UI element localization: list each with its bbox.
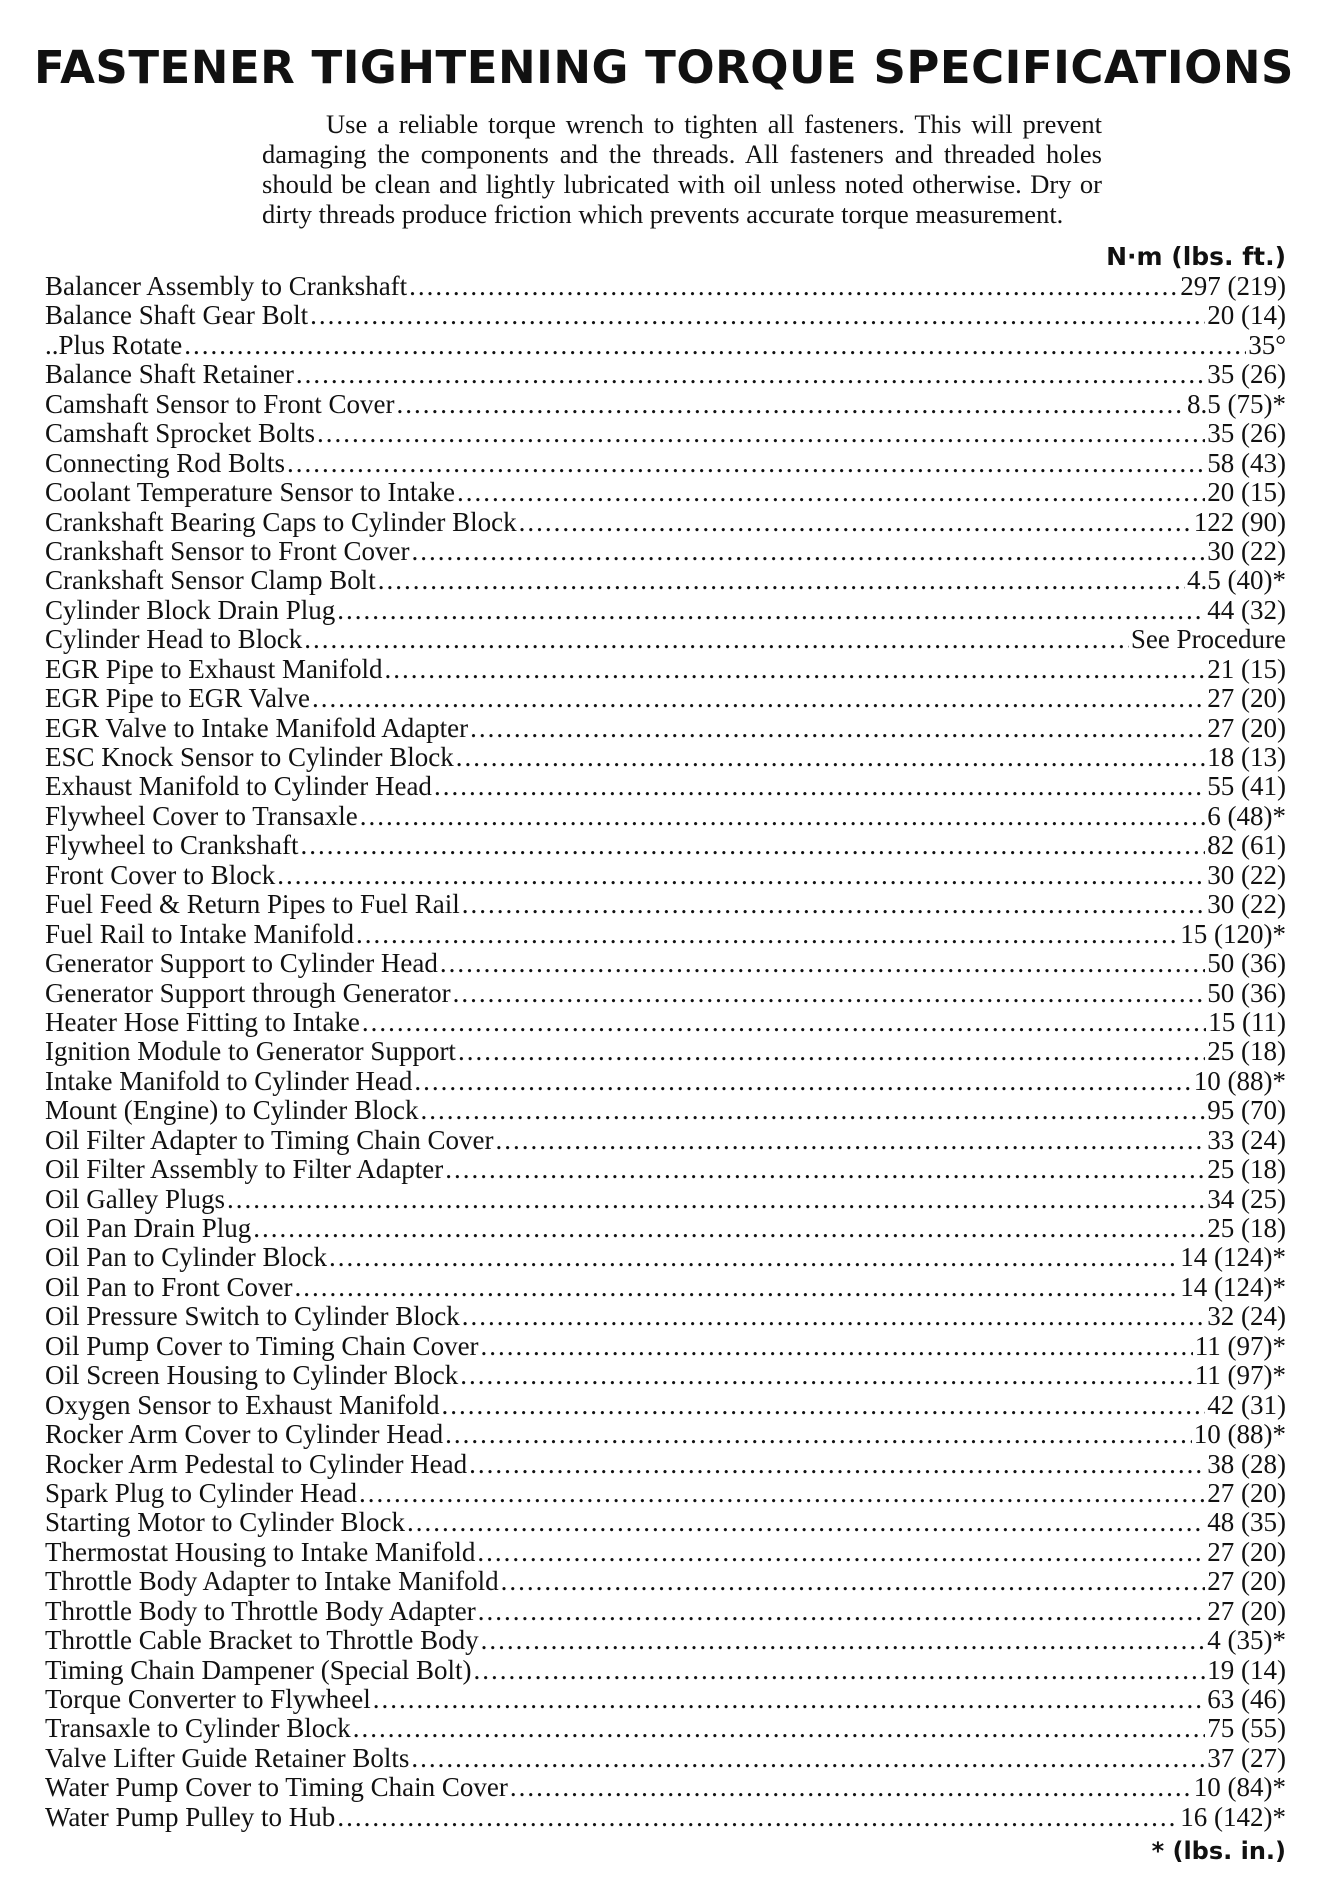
spec-value: 33 (24)	[1207, 1125, 1286, 1155]
dot-leader	[481, 1332, 1193, 1361]
spec-name: Valve Lifter Guide Retainer Bolts	[45, 1743, 410, 1773]
spec-row	[45, 1450, 1286, 1479]
unit-footnote: * (lbs. in.)	[1151, 1837, 1286, 1865]
spec-value: 34 (25)	[1207, 1184, 1286, 1214]
spec-name: Oil Galley Plugs	[45, 1184, 225, 1214]
dot-leader	[470, 714, 1205, 743]
spec-name: Crankshaft Sensor Clamp Bolt	[45, 566, 376, 596]
spec-row	[45, 1744, 1286, 1773]
spec-name: Connecting Rod Bolts	[45, 448, 286, 478]
dot-leader	[360, 802, 1206, 831]
spec-value: 48 (35)	[1207, 1508, 1286, 1538]
spec-value: 15 (120)*	[1180, 919, 1286, 949]
dot-leader	[441, 1391, 1205, 1420]
spec-name: Oil Filter Adapter to Timing Chain Cover	[45, 1125, 494, 1155]
spec-row	[45, 802, 1286, 831]
dot-leader	[312, 684, 1205, 713]
spec-value: See Procedure	[1130, 625, 1286, 655]
spec-row	[45, 655, 1286, 684]
dot-leader	[501, 1567, 1206, 1596]
spec-row	[45, 890, 1286, 919]
spec-row	[45, 1391, 1286, 1420]
spec-row	[45, 625, 1286, 654]
spec-row	[45, 1479, 1286, 1508]
page-title: FASTENER TIGHTENING TORQUE SPECIFICATIONS	[34, 41, 1294, 95]
dot-leader	[296, 360, 1205, 389]
spec-value: 25 (18)	[1207, 1155, 1286, 1185]
spec-value: 20 (15)	[1207, 478, 1286, 508]
dot-leader	[359, 1479, 1205, 1508]
spec-name: Oil Pump Cover to Timing Chain Cover	[45, 1331, 479, 1361]
dot-leader	[396, 390, 1185, 419]
spec-name: Crankshaft Sensor to Front Cover	[45, 536, 410, 566]
spec-name: Flywheel to Crankshaft	[45, 831, 299, 861]
spec-value: 30 (22)	[1207, 890, 1286, 920]
spec-value: 297 (219)	[1180, 272, 1286, 301]
spec-name: Flywheel Cover to Transaxle	[45, 801, 358, 831]
dot-leader	[411, 537, 1205, 566]
spec-row	[45, 1214, 1286, 1243]
spec-name: Camshaft Sensor to Front Cover	[45, 389, 395, 419]
spec-name: Fuel Rail to Intake Manifold	[45, 919, 354, 949]
spec-row	[45, 1126, 1286, 1155]
dot-leader	[445, 1155, 1205, 1184]
spec-row	[45, 1803, 1286, 1832]
spec-value: 14 (124)*	[1180, 1272, 1286, 1302]
spec-value: 27 (20)	[1207, 1478, 1286, 1508]
dot-leader	[414, 1067, 1191, 1096]
spec-row	[45, 1273, 1286, 1302]
spec-row	[45, 1361, 1286, 1390]
spec-value: 27 (20)	[1207, 1567, 1286, 1597]
spec-value: 122 (90)	[1193, 507, 1286, 537]
spec-value: 14 (124)*	[1180, 1243, 1286, 1273]
spec-row	[45, 714, 1286, 743]
spec-name: EGR Pipe to Exhaust Manifold	[45, 654, 383, 684]
spec-value: 30 (22)	[1207, 536, 1286, 566]
spec-row	[45, 1714, 1286, 1743]
spec-name: Mount (Engine) to Cylinder Block	[45, 1096, 419, 1126]
spec-row	[45, 1008, 1286, 1037]
spec-value: 95 (70)	[1207, 1096, 1286, 1126]
dot-leader	[510, 1773, 1192, 1802]
spec-row	[45, 1626, 1286, 1655]
dot-leader	[407, 1508, 1205, 1537]
spec-row	[45, 831, 1286, 860]
spec-value: 4.5 (40)*	[1187, 566, 1286, 596]
spec-row	[45, 1656, 1286, 1685]
spec-value: 27 (20)	[1207, 684, 1286, 714]
spec-row	[45, 537, 1286, 566]
spec-value: 37 (27)	[1207, 1743, 1286, 1773]
spec-value: 27 (20)	[1207, 1596, 1286, 1626]
spec-value: 11 (97)*	[1194, 1331, 1286, 1361]
spec-row	[45, 360, 1286, 389]
dot-leader	[277, 861, 1205, 890]
spec-name: Exhaust Manifold to Cylinder Head	[45, 772, 432, 802]
dot-leader	[496, 1126, 1206, 1155]
spec-name: Throttle Body Adapter to Intake Manifold	[45, 1567, 499, 1597]
spec-name: Thermostat Housing to Intake Manifold	[45, 1537, 476, 1567]
spec-value: 38 (28)	[1207, 1449, 1286, 1479]
spec-value: 25 (18)	[1207, 1037, 1286, 1067]
spec-name: Rocker Arm Pedestal to Cylinder Head	[45, 1449, 468, 1479]
spec-row	[45, 743, 1286, 772]
dot-leader	[481, 1626, 1206, 1655]
dot-leader	[337, 596, 1205, 625]
spec-row	[45, 949, 1286, 978]
spec-name: Oil Pan to Front Cover	[45, 1272, 293, 1302]
unit-header: N·m (lbs. ft.)	[1106, 242, 1286, 271]
dot-leader	[362, 1008, 1206, 1037]
spec-value: 50 (36)	[1207, 949, 1286, 979]
spec-name: Throttle Cable Bracket to Throttle Body	[45, 1626, 479, 1656]
dot-leader	[411, 1744, 1205, 1773]
spec-name: ..Plus Rotate	[45, 330, 183, 360]
spec-value: 6 (48)*	[1207, 801, 1286, 831]
spec-row	[45, 1773, 1286, 1802]
spec-name: Water Pump Pulley to Hub	[45, 1802, 336, 1832]
spec-name: Oil Filter Assembly to Filter Adapter	[45, 1155, 444, 1185]
dot-leader	[409, 272, 1178, 301]
dot-leader	[317, 419, 1205, 448]
spec-name: Cylinder Block Drain Plug	[45, 595, 336, 625]
spec-name: Balancer Assembly to Crankshaft	[45, 272, 408, 301]
spec-value: 35 (26)	[1207, 360, 1286, 390]
dot-leader	[469, 1450, 1205, 1479]
spec-name: Torque Converter to Flywheel	[45, 1685, 371, 1714]
dot-leader	[519, 508, 1192, 537]
spec-value: 10 (88)*	[1193, 1066, 1286, 1096]
spec-name: ESC Knock Sensor to Cylinder Block	[45, 743, 454, 772]
spec-row	[45, 1243, 1286, 1272]
spec-value: 10 (88)*	[1193, 1420, 1286, 1450]
spec-row	[45, 1508, 1286, 1537]
dot-leader	[440, 949, 1205, 978]
dot-leader	[310, 301, 1205, 330]
dot-leader	[373, 1685, 1205, 1714]
spec-row	[45, 1597, 1286, 1626]
spec-name: Water Pump Cover to Timing Chain Cover	[45, 1773, 508, 1803]
spec-row	[45, 1538, 1286, 1567]
dot-leader	[420, 1096, 1205, 1125]
spec-name: Coolant Temperature Sensor to Intake	[45, 478, 455, 508]
dot-leader	[445, 1420, 1192, 1449]
spec-name: Starting Motor to Cylinder Block	[45, 1508, 405, 1538]
spec-row	[45, 1332, 1286, 1361]
spec-value: 82 (61)	[1207, 831, 1286, 861]
spec-row	[45, 1037, 1286, 1066]
dot-leader	[478, 1597, 1206, 1626]
spec-value: 75 (55)	[1207, 1714, 1286, 1744]
spec-row	[45, 1096, 1286, 1125]
spec-value: 63 (46)	[1207, 1685, 1286, 1714]
spec-row	[45, 861, 1286, 890]
dot-leader	[462, 890, 1206, 919]
spec-row	[45, 508, 1286, 537]
spec-value: 8.5 (75)*	[1187, 389, 1286, 419]
dot-leader	[384, 655, 1205, 684]
dot-leader	[456, 743, 1206, 772]
spec-row	[45, 566, 1286, 595]
spec-name: Heater Hose Fitting to Intake	[45, 1007, 360, 1037]
spec-value: 44 (32)	[1207, 595, 1286, 625]
dot-leader	[227, 1185, 1205, 1214]
spec-value: 55 (41)	[1207, 772, 1286, 802]
spec-value: 18 (13)	[1207, 743, 1286, 772]
spec-row	[45, 1685, 1286, 1714]
spec-name: Balance Shaft Gear Bolt	[45, 301, 309, 331]
dot-leader	[434, 772, 1205, 801]
spec-value: 20 (14)	[1207, 301, 1286, 331]
spec-row	[45, 419, 1286, 448]
spec-name: EGR Valve to Intake Manifold Adapter	[45, 713, 469, 743]
dot-leader	[337, 1803, 1178, 1832]
spec-value: 42 (31)	[1207, 1390, 1286, 1420]
spec-row	[45, 301, 1286, 330]
spec-row	[45, 772, 1286, 801]
dot-leader	[462, 1302, 1206, 1331]
spec-row	[45, 449, 1286, 478]
spec-value: 19 (14)	[1207, 1655, 1286, 1685]
spec-value: 27 (20)	[1207, 1537, 1286, 1567]
spec-value: 35 (26)	[1207, 419, 1286, 449]
spec-value: 15 (11)	[1208, 1007, 1286, 1037]
dot-leader	[457, 478, 1205, 507]
spec-value: 30 (22)	[1207, 860, 1286, 890]
spec-name: Timing Chain Dampener (Special Bolt)	[45, 1655, 472, 1685]
dot-leader	[453, 979, 1206, 1008]
dot-leader	[473, 1656, 1205, 1685]
spec-name: Fuel Feed & Return Pipes to Fuel Rail	[45, 890, 460, 920]
spec-row	[45, 684, 1286, 713]
spec-row	[45, 390, 1286, 419]
intro-paragraph: Use a reliable torque wrench to tighten all fasteners. This will prevent damaging the components and the threads. All fasteners and threaded holes should be clean and lightly lubricated with oil unless noted otherwise. Dry or dirty threads produce friction which prevents accurate torque measurement.	[262, 108, 1102, 229]
spec-name: Transaxle to Cylinder Block	[45, 1714, 351, 1744]
spec-row	[45, 1420, 1286, 1449]
spec-name: Balance Shaft Retainer	[45, 360, 294, 390]
dot-leader	[329, 1243, 1178, 1272]
spec-row	[45, 1067, 1286, 1096]
dot-leader	[304, 625, 1129, 654]
spec-row	[45, 596, 1286, 625]
spec-name: Ignition Module to Generator Support	[45, 1037, 456, 1067]
spec-name: Front Cover to Block	[45, 860, 276, 890]
dot-leader	[356, 920, 1178, 949]
spec-row	[45, 1302, 1286, 1331]
spec-row	[45, 478, 1286, 507]
spec-name: Oxygen Sensor to Exhaust Manifold	[45, 1390, 440, 1420]
dot-leader	[353, 1714, 1206, 1743]
spec-value: 10 (84)*	[1193, 1773, 1286, 1803]
spec-value: 58 (43)	[1207, 448, 1286, 478]
dot-leader	[184, 331, 1246, 360]
spec-value: 21 (15)	[1207, 654, 1286, 684]
spec-row	[45, 1567, 1286, 1596]
spec-name: Oil Pressure Switch to Cylinder Block	[45, 1302, 460, 1332]
dot-leader	[300, 831, 1205, 860]
spec-name: Oil Pan Drain Plug	[45, 1214, 252, 1243]
spec-value: 50 (36)	[1207, 978, 1286, 1008]
spec-name: Oil Pan to Cylinder Block	[45, 1243, 327, 1273]
spec-name: Camshaft Sprocket Bolts	[45, 419, 315, 449]
dot-leader	[253, 1214, 1205, 1243]
spec-row	[45, 920, 1286, 949]
dot-leader	[287, 449, 1205, 478]
spec-name: Rocker Arm Cover to Cylinder Head	[45, 1420, 444, 1450]
spec-row	[45, 331, 1286, 360]
spec-row	[45, 272, 1286, 301]
dot-leader	[378, 566, 1185, 595]
spec-row	[45, 979, 1286, 1008]
dot-leader	[477, 1538, 1205, 1567]
spec-name: EGR Pipe to EGR Valve	[45, 684, 310, 714]
spec-name: Spark Plug to Cylinder Head	[45, 1478, 357, 1508]
spec-name: Generator Support to Cylinder Head	[45, 949, 438, 979]
spec-value: 11 (97)*	[1194, 1361, 1286, 1391]
spec-name: Intake Manifold to Cylinder Head	[45, 1066, 413, 1096]
spec-value: 25 (18)	[1207, 1214, 1286, 1243]
spec-name: Throttle Body to Throttle Body Adapter	[45, 1596, 476, 1626]
spec-value: 16 (142)*	[1180, 1802, 1286, 1832]
spec-value: 35°	[1248, 330, 1286, 360]
spec-row	[45, 1155, 1286, 1184]
spec-value: 32 (24)	[1207, 1302, 1286, 1332]
spec-row	[45, 1185, 1286, 1214]
torque-spec-list	[45, 272, 1286, 1832]
dot-leader	[458, 1037, 1205, 1066]
dot-leader	[295, 1273, 1179, 1302]
spec-name: Cylinder Head to Block	[45, 625, 303, 655]
spec-name: Generator Support through Generator	[45, 978, 451, 1008]
dot-leader	[460, 1361, 1193, 1390]
spec-name: Crankshaft Bearing Caps to Cylinder Block	[45, 507, 517, 537]
spec-value: 4 (35)*	[1207, 1626, 1286, 1656]
spec-value: 27 (20)	[1207, 713, 1286, 743]
spec-name: Oil Screen Housing to Cylinder Block	[45, 1361, 459, 1391]
